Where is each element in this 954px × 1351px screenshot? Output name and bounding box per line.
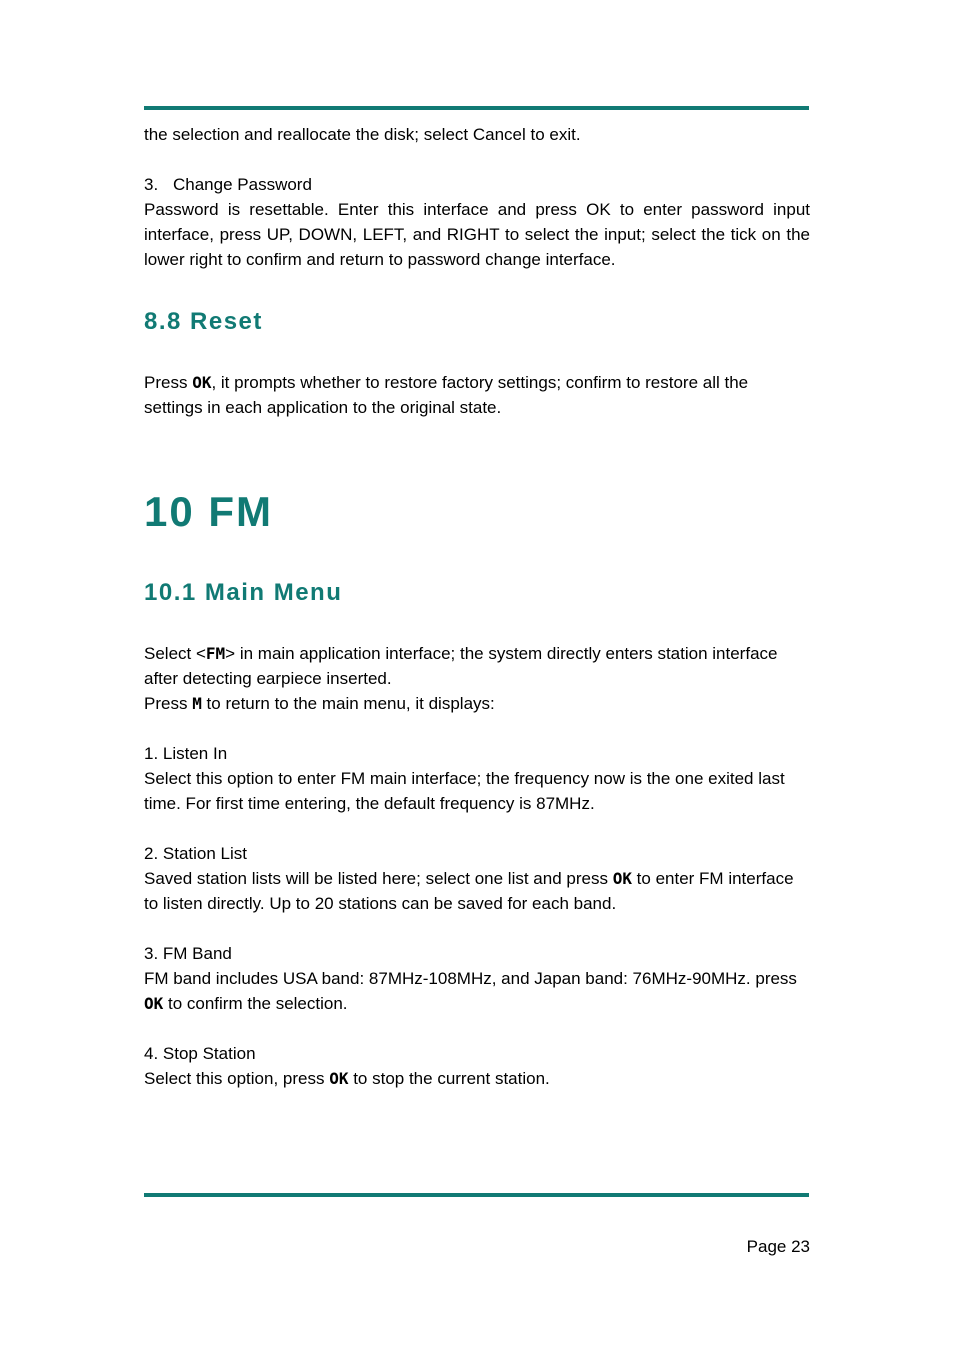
listen-in-title: 1. Listen In (144, 744, 228, 763)
page-content (144, 122, 810, 1091)
ok-key: OK (192, 373, 212, 392)
reset-paragraph: Press OK, it prompts whether to restore factory settings; confirm to restore all the settings in each application to the original state. (144, 373, 749, 417)
station-list-body: Saved station lists will be listed here; select one list and press OK to enter FM interface to listen directly. Up to 20 stations can be saved for each band. (144, 869, 794, 913)
stop-station-body: Select this option, press OK to stop the current station. (144, 1069, 550, 1088)
password-item-label: Change Password (173, 175, 312, 194)
main-menu-press-paragraph: Press M to return to the main menu, it displays: (144, 694, 495, 713)
continuation-paragraph: the selection and reallocate the disk; select Cancel to exit. (144, 125, 581, 144)
password-item-body: Password is resettable. Enter this interface and press OK to enter password input interface, press UP, DOWN, LEFT, and RIGHT to select the input; select the tick on the lower right to confirm and return to password change interface. (144, 200, 810, 269)
fm-band-body: FM band includes USA band: 87MHz-108MHz, and Japan band: 76MHz-90MHz. press OK to confirm the selection. (144, 969, 797, 1013)
page-number: Page 23 (746, 1237, 810, 1256)
station-list-title: 2. Station List (144, 844, 248, 863)
footer-rule (144, 1193, 809, 1197)
ok-key: OK (144, 994, 164, 1013)
reset-heading: 8.8 Reset (144, 308, 263, 335)
listen-in-body: Select this option to enter FM main interface; the frequency now is the one exited last time. For first time entering, the default frequency is 87MHz. (144, 769, 785, 813)
chapter-heading: 10 FM (144, 488, 274, 535)
password-item-number: 3. (144, 175, 159, 194)
password-item-title (144, 172, 810, 197)
m-key: M (192, 694, 202, 713)
ok-key: OK (329, 1069, 349, 1088)
fm-key: FM (205, 644, 226, 663)
ok-key: OK (612, 869, 632, 888)
main-menu-select-paragraph: Select <FM> in main application interface; the system directly enters station interface after detecting earpiece inserted. (144, 644, 778, 688)
fm-band-title: 3. FM Band (144, 944, 232, 963)
stop-station-title: 4. Stop Station (144, 1044, 256, 1063)
header-rule (144, 106, 809, 110)
main-menu-heading: 10.1 Main Menu (144, 579, 343, 606)
